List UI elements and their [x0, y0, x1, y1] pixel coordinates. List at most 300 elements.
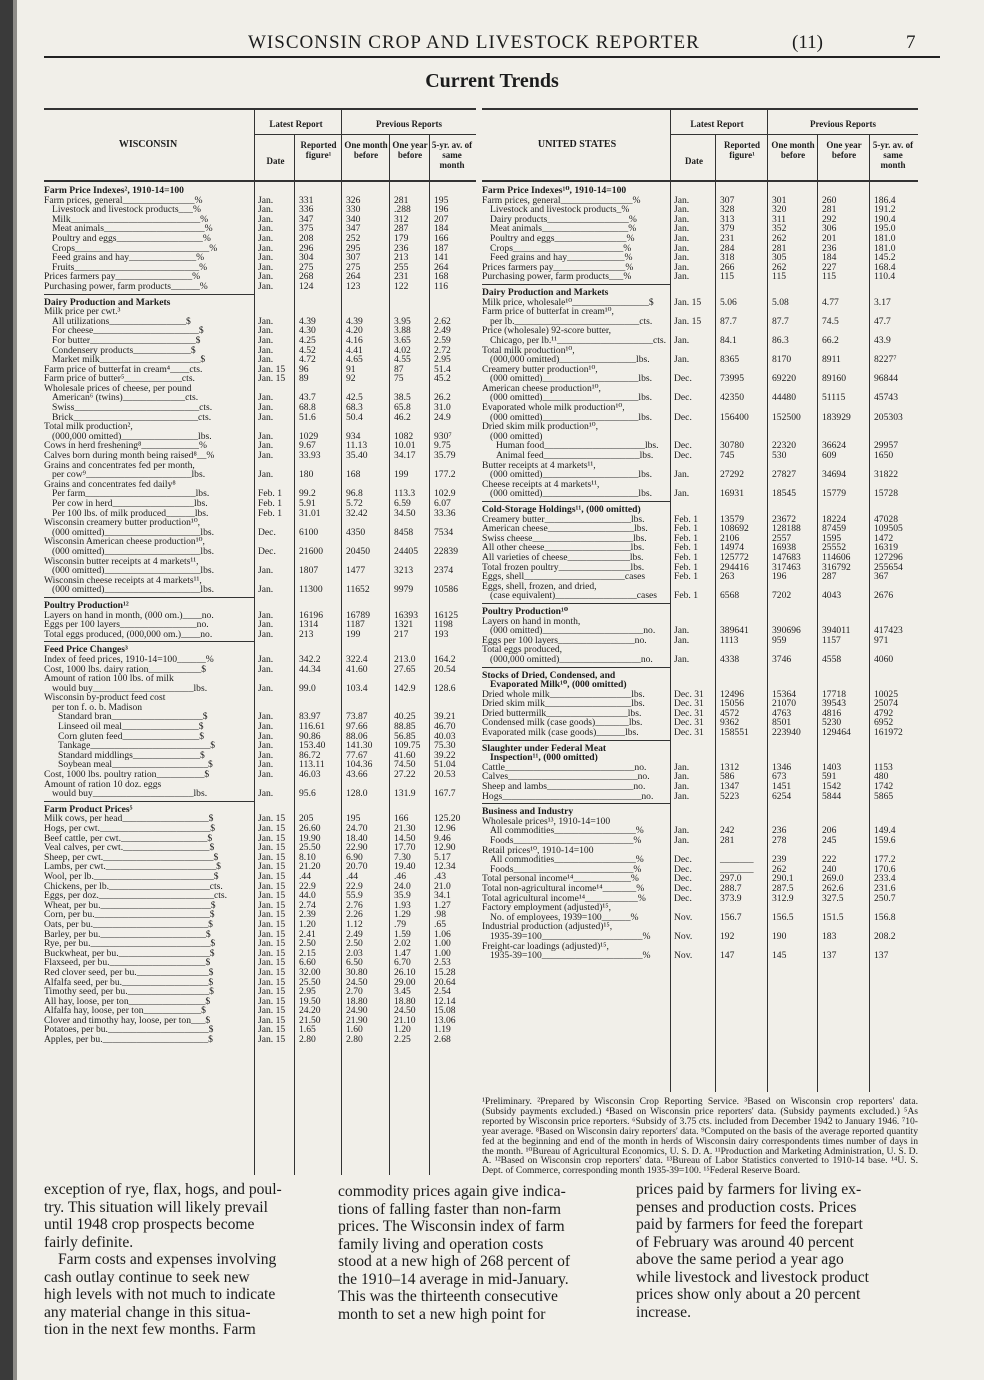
cell-value: 115	[822, 271, 837, 283]
table-row	[482, 224, 918, 234]
row-label: Apples, per bu.______________________$	[44, 1035, 213, 1045]
cell-value: 1451	[772, 781, 792, 793]
table-row	[482, 515, 918, 525]
table-row	[482, 792, 918, 802]
cell-value: 320	[772, 204, 787, 216]
cell-value: 43.9	[874, 334, 891, 346]
cell-value: 9.75	[434, 440, 451, 452]
table-body	[482, 186, 918, 961]
cell-value: 745	[720, 450, 735, 462]
row-label: Total milk production¹⁰,	[482, 345, 575, 356]
table-row	[482, 636, 918, 646]
body-line: cash outlay continue to seek new	[44, 1268, 250, 1286]
table-row	[482, 298, 918, 308]
cell-value: 147	[720, 950, 735, 962]
running-title: WISCONSIN CROP AND LIVESTOCK REPORTER	[248, 32, 700, 53]
cell-value: 307	[720, 194, 735, 206]
cell-value: 262	[772, 261, 787, 273]
cell-value: 2.70	[346, 986, 363, 998]
row-label: Eggs per 100 layers________________no.	[482, 635, 647, 646]
cell-value: 156.5	[772, 911, 794, 923]
cell-value: Jan.	[674, 261, 690, 273]
cell-value: 1187	[346, 619, 365, 631]
section-rule	[482, 284, 670, 285]
row-label: Standard bran___________________$	[58, 712, 208, 723]
cell-value: 480	[874, 771, 889, 783]
cell-value: 4.16	[346, 334, 363, 346]
section-rule	[44, 597, 254, 598]
cell-value: 2.26	[346, 909, 363, 921]
row-label: Alfalfa hay, loose, per ton____________$	[44, 1006, 206, 1016]
body-col-3	[636, 1181, 918, 1321]
cell-value: Jan. 15	[258, 995, 286, 1007]
cell-value: 8911	[822, 354, 841, 366]
cell-value: 21.50	[299, 1014, 321, 1026]
cell-value: 74.50	[394, 759, 416, 771]
cell-value: 12.34	[434, 861, 456, 873]
cell-value: Jan.	[674, 771, 690, 783]
cell-value: 1.12	[346, 918, 363, 930]
cell-value: 168	[346, 469, 361, 481]
cell-value: 181.0	[874, 232, 896, 244]
cell-value: 326	[346, 194, 361, 206]
row-label: Total eggs produced,	[482, 645, 563, 655]
cell-value: 5223	[720, 790, 740, 802]
cell-value: Jan.	[258, 584, 274, 596]
row-label: Total non-agricultural income¹⁴_______%	[482, 883, 645, 894]
row-label: For butter______________________$	[52, 335, 201, 346]
cell-value: 152500	[772, 411, 801, 423]
table-row	[44, 566, 476, 576]
cell-value: 318	[720, 252, 735, 264]
latest-report-header: Latest Report	[690, 119, 744, 129]
cell-value: 91	[346, 363, 356, 375]
body-line: try. This situation will likely prevail	[44, 1198, 268, 1216]
cell-value: 347	[299, 213, 314, 225]
cell-value: 149.4	[874, 825, 896, 837]
cell-value: Jan.	[674, 334, 690, 346]
cell-value: 5865	[874, 790, 894, 802]
row-label: Dried buttermilk_________________lbs.	[482, 708, 642, 719]
cell-value: 199	[394, 469, 409, 481]
cell-value: 316792	[822, 561, 851, 573]
cell-value: 127296	[874, 551, 903, 563]
cell-value: 137	[822, 950, 837, 962]
cell-value: Jan.	[258, 721, 274, 733]
cell-value: 168.4	[874, 261, 896, 273]
cell-value: .65	[434, 918, 446, 930]
cell-value: 287	[394, 223, 409, 235]
row-label: Crops____________________________%	[52, 243, 218, 254]
section-rule	[482, 803, 670, 804]
cell-value: 342.2	[299, 653, 321, 665]
cell-value: 13579	[720, 513, 744, 525]
section-rule	[44, 641, 254, 642]
row-label: Inspection¹¹, (000 omitted)	[490, 753, 598, 763]
cell-value: 16125	[434, 609, 458, 621]
row-label: Evaporated milk (case goods)______lbs.	[482, 728, 639, 738]
cell-value: 390696	[772, 625, 801, 637]
table-row	[482, 655, 918, 665]
cell-value: 56.85	[394, 730, 416, 742]
row-label: Chicago, per lb.¹¹____________________cts.	[490, 335, 667, 346]
cell-value: 187	[434, 242, 449, 254]
cell-value: Jan.	[674, 625, 690, 637]
cell-value: Feb. 1	[258, 507, 282, 519]
cell-value: 27292	[720, 469, 744, 481]
cell-value: Jan.	[258, 232, 274, 244]
cell-value: 10586	[434, 584, 458, 596]
row-label: Wisconsin American cheese production¹⁰,	[44, 537, 205, 547]
cell-value: 3213	[394, 565, 414, 577]
cell-value: Jan.	[674, 761, 690, 773]
cell-value: 305	[772, 252, 787, 264]
cell-value: 41.60	[346, 663, 368, 675]
cell-value: 1472	[874, 532, 894, 544]
cell-value: 10025	[874, 688, 898, 700]
cell-value: 166	[394, 813, 409, 825]
cell-value: 6.90	[346, 851, 363, 863]
row-label: All commodities_________________%	[490, 855, 644, 865]
body-line: stood at a new high of 268 percent of	[338, 1253, 571, 1270]
cell-value: 375	[299, 223, 314, 235]
row-label: All varieties of cheese_____________lbs.	[482, 552, 644, 563]
cell-value: 297.0	[720, 873, 742, 885]
cell-value: 113.11	[299, 759, 325, 771]
cell-value: 6.07	[434, 498, 451, 509]
row-label: Hogs, per cwt._______________________$	[44, 824, 216, 834]
cell-value: 12.90	[434, 842, 456, 854]
table-row	[482, 782, 918, 792]
cell-value: Jan.	[674, 194, 690, 206]
cell-value: 3746	[772, 653, 792, 665]
cell-value: Jan.	[674, 835, 690, 846]
cell-value: 4763	[772, 707, 792, 719]
cell-value: 22839	[434, 545, 458, 557]
cell-value: Jan. 15	[258, 813, 286, 825]
cell-value: 161972	[874, 727, 903, 739]
cell-value: 4816	[822, 707, 842, 719]
column-header: One month before	[344, 140, 388, 160]
row-label: Per 100 lbs. of milk produced______lbs.	[52, 508, 209, 519]
table-rule	[44, 180, 476, 182]
cell-value: 2.03	[346, 947, 363, 959]
row-label: Farm Product Prices⁵	[44, 804, 133, 815]
cell-value: 156.7	[720, 911, 742, 923]
previous-reports-header: Previous Reports	[809, 119, 877, 129]
cell-value: 44.34	[299, 663, 321, 675]
row-label: Dried skim milk__________________lbs.	[482, 699, 645, 709]
cell-value: Jan.	[674, 488, 690, 500]
body-col-2	[338, 1183, 620, 1323]
cell-value: 125772	[720, 551, 749, 563]
row-label: Total frozen poultry_______________lbs.	[482, 562, 645, 573]
cell-value: 1157	[822, 634, 841, 646]
table-row	[44, 789, 476, 799]
cell-value: 34.50	[394, 507, 416, 519]
cell-value: 2.53	[434, 957, 451, 969]
row-label: Corn, per bu.________________________$	[44, 910, 215, 920]
row-label: Wheat, per bu._______________________$	[44, 900, 216, 911]
cell-value: 1347	[720, 781, 740, 793]
body-line: high levels with not much to indicate	[44, 1286, 276, 1303]
cell-value: 4.41	[346, 344, 363, 356]
column-header: 5-yr. av. of same month	[431, 140, 473, 170]
cell-value: 586	[720, 771, 735, 783]
row-label: Cold-Storage Holdings¹¹, (000 omitted)	[482, 505, 641, 515]
cell-value: Jan. 15	[258, 966, 286, 978]
cell-value: 959	[772, 634, 787, 646]
table-rule	[254, 134, 476, 135]
cell-value: 934	[346, 430, 361, 442]
cell-value: 207	[434, 213, 449, 225]
section-title: Current Trends	[425, 70, 559, 92]
cell-value: 190	[772, 930, 787, 942]
cell-value: 4792	[874, 707, 894, 719]
row-label: Tankage_________________________$	[58, 741, 216, 751]
cell-value: 46.2	[394, 411, 411, 423]
cell-value: 17718	[822, 688, 846, 700]
cell-value: 196	[434, 204, 449, 216]
cell-value: 340	[346, 213, 361, 225]
row-label: Dairy Production and Markets	[482, 287, 609, 298]
cell-value: 4.30	[299, 325, 316, 337]
cell-value: 266	[720, 261, 735, 273]
cell-value: 179	[394, 232, 409, 244]
cell-value: 164.2	[434, 653, 456, 665]
cell-value: Dec.	[674, 411, 692, 423]
cell-value: Jan.	[258, 450, 274, 462]
row-label: Corn gluten feed________________$	[58, 731, 205, 742]
table-row	[482, 384, 918, 394]
row-label: Farm prices, general_______________%	[482, 195, 641, 206]
cell-value: 11.13	[346, 440, 368, 452]
cell-value: 21.90	[346, 1014, 368, 1026]
row-label: Business and Industry	[482, 807, 574, 817]
cell-value: 39.22	[434, 749, 456, 761]
column-header: One year before	[826, 140, 862, 160]
cell-value: 96.8	[346, 488, 363, 500]
body-line: any material change in this situa-	[44, 1303, 251, 1321]
row-label: Potatoes, per bu._____________________$	[44, 1025, 214, 1036]
body-line: prices paid by farmers for living ex-	[636, 1181, 862, 1198]
body-line: exception of rye, flax, hogs, and poul-	[44, 1181, 282, 1198]
cell-value: 156.8	[874, 911, 896, 923]
column-header: Date	[266, 156, 285, 166]
row-label: Cows in herd freshening⁸____________%	[44, 441, 207, 452]
cell-value: 183929	[822, 411, 851, 423]
cell-value: 21.10	[394, 1014, 416, 1026]
cell-value: 1312	[720, 761, 740, 773]
cell-value: 301	[772, 194, 787, 206]
cell-value: 2.49	[346, 928, 363, 940]
row-label: per cow⁹______________________lbs.	[52, 470, 206, 480]
row-label: Livestock and livestock products_%	[490, 205, 630, 215]
cell-value: Feb. 1	[674, 513, 698, 525]
row-label: 1935-39=100_____________________%	[490, 931, 651, 942]
row-label: Dairy products_________________%	[490, 214, 637, 225]
cell-value: 21070	[772, 698, 796, 710]
cell-value: 39.21	[434, 711, 456, 723]
cell-value: 5.17	[434, 851, 451, 863]
row-label: (000,000 omitted)_________________no.	[490, 654, 653, 665]
cell-value: .98	[434, 909, 446, 921]
row-label: All hay, loose, per ton________________$	[44, 996, 211, 1007]
cell-value: 34694	[822, 469, 846, 481]
row-label: Grains and concentrates fed daily⁸	[44, 479, 176, 490]
cell-value: Jan.	[258, 354, 274, 366]
cell-value: Dec. 31	[674, 698, 704, 710]
cell-value: 15728	[874, 488, 898, 500]
table-body	[44, 186, 476, 1045]
cell-value: 5.08	[772, 296, 789, 308]
row-label: Sheep and lambs__________________no.	[482, 782, 646, 792]
cell-value: 262.6	[822, 882, 844, 894]
cell-value: 328	[720, 204, 735, 216]
table-row	[482, 607, 918, 617]
cell-value: Jan. 15	[258, 842, 286, 854]
table-row	[44, 585, 476, 595]
body-line: Farm costs and expenses involving	[58, 1251, 277, 1268]
row-label: Purchasing power, farm products___%	[482, 272, 632, 282]
table-row	[482, 365, 918, 375]
row-label: Sheep, per cwt._______________________$	[44, 852, 219, 863]
cell-value: 2.49	[434, 325, 451, 337]
cell-value: 33.36	[434, 507, 456, 519]
row-label: Chickens, per lb._____________________cts.	[44, 881, 223, 892]
cell-value: 8227⁷	[874, 354, 897, 366]
cell-value: 236	[772, 825, 787, 837]
cell-value: 180	[299, 469, 314, 481]
cell-value: 2.02	[394, 938, 411, 950]
row-label: Market milk_____________________$	[52, 355, 206, 365]
cell-value: Jan.	[258, 252, 274, 264]
cell-value: 1.65	[299, 1024, 316, 1036]
cell-value: 34.17	[394, 450, 416, 462]
body-line: penses and production costs. Prices	[636, 1198, 857, 1216]
body-line: the 1910–14 average in mid-January.	[338, 1270, 569, 1288]
cell-value: 213	[299, 628, 314, 640]
cell-value: 4572	[720, 707, 740, 719]
cell-value: 30780	[720, 440, 744, 452]
cell-value: 2.62	[434, 315, 451, 327]
cell-value: 46.70	[434, 721, 456, 733]
row-label: Per cow in herd_________________lbs.	[52, 499, 208, 509]
cell-value: 12496	[720, 688, 744, 700]
row-label: Foods_________________________%	[490, 864, 642, 875]
cell-value: Dec. 31	[674, 727, 704, 739]
cell-value: Jan.	[258, 213, 274, 225]
cell-value: Jan. 15	[674, 315, 702, 327]
row-label: (000 omitted)____________________lbs.	[52, 527, 215, 538]
cell-value: 9.67	[299, 440, 316, 452]
cell-value: .46	[394, 870, 406, 882]
cell-value: Jan.	[258, 204, 274, 216]
row-label: Wisconsin butter receipts at 4 markets¹¹,	[44, 556, 199, 567]
table-row	[482, 336, 918, 346]
cell-value: 336	[299, 204, 314, 216]
row-label: (000,000 omitted)________________lbs.	[52, 431, 212, 442]
row-label: Lambs, per cwt._______________________$	[44, 862, 221, 872]
cell-value: 213.0	[394, 653, 416, 665]
cell-value: 1.00	[434, 947, 451, 959]
cell-value: 51.04	[434, 759, 456, 771]
cell-value: 104.36	[346, 759, 373, 771]
row-label: Price (wholesale) 92-score butter,	[482, 326, 612, 336]
cell-value: 1.29	[394, 909, 411, 921]
cell-value: 231	[394, 271, 409, 283]
cell-value: 184	[434, 223, 449, 235]
cell-value: 36624	[822, 440, 846, 452]
cell-value: 192	[720, 930, 735, 942]
row-label: Oats, per bu.________________________$	[44, 919, 213, 930]
cell-value: Dec.	[674, 882, 692, 894]
cell-value: 16393	[394, 609, 418, 621]
cell-value: 7534	[434, 526, 454, 538]
table-row	[44, 282, 476, 292]
cell-value: 4.39	[346, 315, 363, 327]
cell-value: Jan.	[258, 280, 274, 292]
cell-value: 6254	[772, 790, 792, 802]
cell-value: 4.52	[299, 344, 316, 356]
cell-value: 9362	[720, 717, 740, 729]
cell-value: Jan.	[258, 565, 274, 577]
row-label: Hogs_____________________________no.	[482, 791, 654, 802]
row-label: (000 omitted)____________________lbs.	[490, 412, 653, 423]
cell-value: 236	[394, 242, 409, 254]
table-row	[482, 534, 918, 544]
cell-value: 262	[772, 863, 787, 875]
header-rule	[44, 56, 940, 58]
cell-value: 15.08	[434, 1005, 456, 1017]
cell-value: 191.2	[874, 204, 896, 216]
cell-value: 2.80	[299, 1034, 316, 1046]
binding-edge	[0, 0, 13, 1380]
row-label: per ton f. o. b. Madison	[52, 702, 143, 713]
cell-value: 177.2	[434, 469, 456, 481]
cell-value: 14974	[720, 542, 744, 554]
cell-value: 186.4	[874, 194, 896, 206]
body-line: This was the thirteenth consecutive	[338, 1288, 558, 1305]
cell-value: 32.42	[346, 507, 368, 519]
row-label: Prices farmers pay_______________%	[482, 262, 634, 273]
cell-value: 971	[874, 634, 889, 646]
table-row	[482, 942, 918, 952]
cell-value: 1477	[346, 565, 366, 577]
footnotes: ¹Preliminary. ²Prepared by Wisconsin Crop Reporting Service. ³Based on Wisconsin crop reporters' data. (Subsidy payments excluded.) ⁴Based on Wisconsin price reporters' data. (Subsidy payments excluded.) ⁵As reported by Wisconsin price reporters. ⁶Subsidy of 3.75 cts. included from December 1942 to January 1946. ⁷10-year average. ⁸Based on Wisconsin dairy reporters' data. ⁹Computed on the basis of the average reported quantity fed at the beginning and end of the month in herds of Wisconsin dairy correspondents times number of days in the month. ¹⁰Bureau of Agricultural Economics, U. S. D. A. ¹¹Production and Marketing Administration, U. S. D. A. ¹²Based on Wisconsin crop reporters' data. ¹³Bureau of Labor Statistics converted to 1910-14 base. ¹⁴U. S. Dept. of Commerce, corresponding month 1935-39=100. ¹⁵Federal Reserve Board.	[482, 1096, 918, 1177]
cell-value: 6.59	[394, 498, 411, 509]
table-row	[482, 617, 918, 627]
cell-value: Jan.	[674, 781, 690, 793]
row-label: No. of employees, 1939=100______%	[490, 912, 639, 923]
row-label: Purchasing power, farm products______%	[44, 281, 208, 292]
cell-value: 22.9	[299, 880, 316, 892]
row-label: (000 omitted)____________________lbs.	[52, 566, 215, 576]
cell-value: 199	[346, 628, 361, 640]
row-label: American cheese__________________lbs.	[482, 524, 648, 534]
row-label: Butter receipts at 4 markets¹¹,	[482, 460, 596, 471]
cell-value: 42.5	[346, 392, 363, 404]
cell-value: Jan. 15	[258, 957, 286, 969]
cell-value: 124	[299, 280, 314, 292]
table-row	[482, 470, 918, 480]
cell-value: 16196	[299, 609, 323, 621]
cell-value: 379	[720, 223, 735, 235]
table-row	[482, 553, 918, 563]
cell-value: 6100	[299, 526, 319, 538]
cell-value: 123	[346, 280, 361, 292]
row-label: per lb.__________________________cts.	[490, 316, 653, 327]
